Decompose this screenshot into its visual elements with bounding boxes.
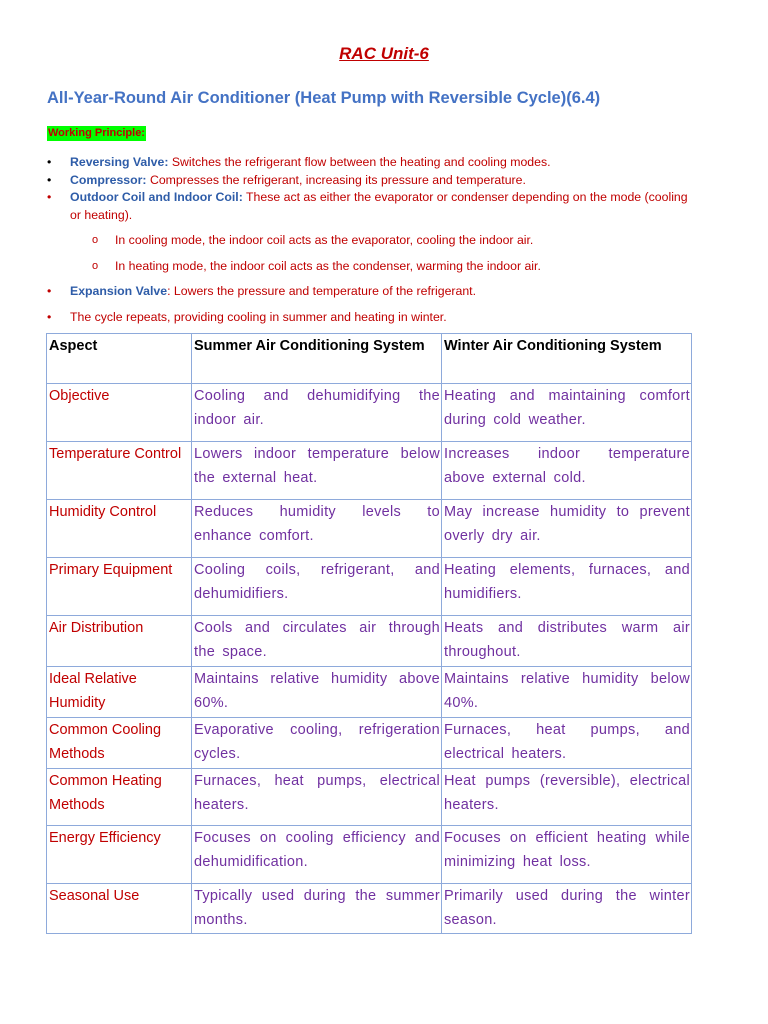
bullet-text: These act as either the evaporator or condenser depending on the mode (cooling or heating). bbox=[70, 190, 688, 222]
table-row bbox=[47, 442, 692, 500]
summer-cell: Evaporative cooling, refrigeration cycles. bbox=[192, 718, 442, 769]
bullet-icon: • bbox=[47, 309, 52, 324]
section-heading: All-Year-Round Air Conditioner (Heat Pump with Reversible Cycle)(6.4) bbox=[47, 89, 601, 107]
winter-cell: Focuses on efficient heating while minimizing heat loss. bbox=[442, 826, 692, 884]
bullet-label: Reversing Valve: bbox=[70, 155, 169, 169]
bullet-text: Compresses the refrigerant, increasing its pressure and temperature. bbox=[146, 172, 526, 187]
summer-cell: Maintains relative humidity above 60%. bbox=[192, 667, 442, 718]
list-item bbox=[47, 309, 697, 327]
comparison-table bbox=[46, 333, 692, 934]
table-row bbox=[47, 667, 692, 718]
column-header: Aspect bbox=[47, 334, 192, 384]
bullet-text: : Lowers the pressure and temperature of the refrigerant. bbox=[167, 284, 477, 298]
winter-cell: May increase humidity to prevent overly dry air. bbox=[442, 500, 692, 558]
aspect-cell: Common Cooling Methods bbox=[47, 718, 192, 769]
table-header-row bbox=[47, 334, 692, 384]
sub-list-item bbox=[47, 232, 697, 250]
summer-cell: Reduces humidity levels to enhance comfort. bbox=[192, 500, 442, 558]
summer-cell: Cooling coils, refrigerant, and dehumidifiers. bbox=[192, 558, 442, 616]
bullet-text: The cycle repeats, providing cooling in summer and heating in winter. bbox=[70, 309, 447, 324]
table-row bbox=[47, 884, 692, 934]
sub-bullet-text: In cooling mode, the indoor coil acts as the evaporator, cooling the indoor air. bbox=[115, 233, 534, 247]
aspect-cell: Humidity Control bbox=[47, 500, 192, 558]
circle-bullet-icon: o bbox=[92, 259, 99, 272]
summer-cell: Furnaces, heat pumps, electrical heaters. bbox=[192, 769, 442, 826]
winter-cell: Heating and maintaining comfort during cold weather. bbox=[442, 384, 692, 442]
bullet-label: Expansion Valve bbox=[70, 284, 168, 298]
winter-cell: Heating elements, furnaces, and humidifiers. bbox=[442, 558, 692, 616]
list-item bbox=[47, 172, 697, 190]
bullet-icon: • bbox=[47, 190, 52, 204]
bullet-icon: • bbox=[47, 172, 52, 187]
table-row bbox=[47, 384, 692, 442]
bullet-label: Outdoor Coil and Indoor Coil: bbox=[70, 190, 243, 204]
table-row bbox=[47, 826, 692, 884]
circle-bullet-icon: o bbox=[92, 234, 99, 246]
winter-cell: Increases indoor temperature above external cold. bbox=[442, 442, 692, 500]
column-header: Summer Air Conditioning System bbox=[192, 334, 442, 384]
summer-cell: Cooling and dehumidifying the indoor air. bbox=[192, 384, 442, 442]
summer-cell: Focuses on cooling efficiency and dehumidification. bbox=[192, 826, 442, 884]
aspect-cell: Common Heating Methods bbox=[47, 769, 192, 826]
aspect-cell: Objective bbox=[47, 384, 192, 442]
table-row bbox=[47, 500, 692, 558]
table-row bbox=[47, 616, 692, 667]
summer-cell: Cools and circulates air through the space. bbox=[192, 616, 442, 667]
sub-bullet-text: In heating mode, the indoor coil acts as the condenser, warming the indoor air. bbox=[115, 258, 541, 273]
aspect-cell: Temperature Control bbox=[47, 442, 192, 500]
winter-cell: Furnaces, heat pumps, and electrical heaters. bbox=[442, 718, 692, 769]
table-row bbox=[47, 718, 692, 769]
list-item bbox=[47, 283, 697, 301]
bullet-icon: • bbox=[47, 284, 52, 298]
bullet-label: Compressor: bbox=[70, 172, 147, 187]
principle-list bbox=[47, 154, 697, 326]
column-header: Winter Air Conditioning System bbox=[442, 334, 692, 384]
table-row bbox=[47, 769, 692, 826]
page-title: RAC Unit-6 bbox=[339, 44, 429, 63]
winter-cell: Maintains relative humidity below 40%. bbox=[442, 667, 692, 718]
bullet-text: Switches the refrigerant flow between the heating and cooling modes. bbox=[168, 155, 551, 169]
aspect-cell: Primary Equipment bbox=[47, 558, 192, 616]
winter-cell: Heat pumps (reversible), electrical heaters. bbox=[442, 769, 692, 826]
list-item bbox=[47, 154, 697, 172]
summer-cell: Lowers indoor temperature below the external heat. bbox=[192, 442, 442, 500]
aspect-cell: Air Distribution bbox=[47, 616, 192, 667]
summer-cell: Typically used during the summer months. bbox=[192, 884, 442, 934]
table-row bbox=[47, 558, 692, 616]
aspect-cell: Seasonal Use bbox=[47, 884, 192, 934]
winter-cell: Heats and distributes warm air throughout. bbox=[442, 616, 692, 667]
aspect-cell: Ideal Relative Humidity bbox=[47, 667, 192, 718]
winter-cell: Primarily used during the winter season. bbox=[442, 884, 692, 934]
bullet-icon: • bbox=[47, 155, 52, 169]
aspect-cell: Energy Efficiency bbox=[47, 826, 192, 884]
list-item bbox=[47, 189, 697, 224]
sub-list-item bbox=[47, 258, 697, 276]
working-principle-label: Working Principle: bbox=[48, 127, 145, 139]
